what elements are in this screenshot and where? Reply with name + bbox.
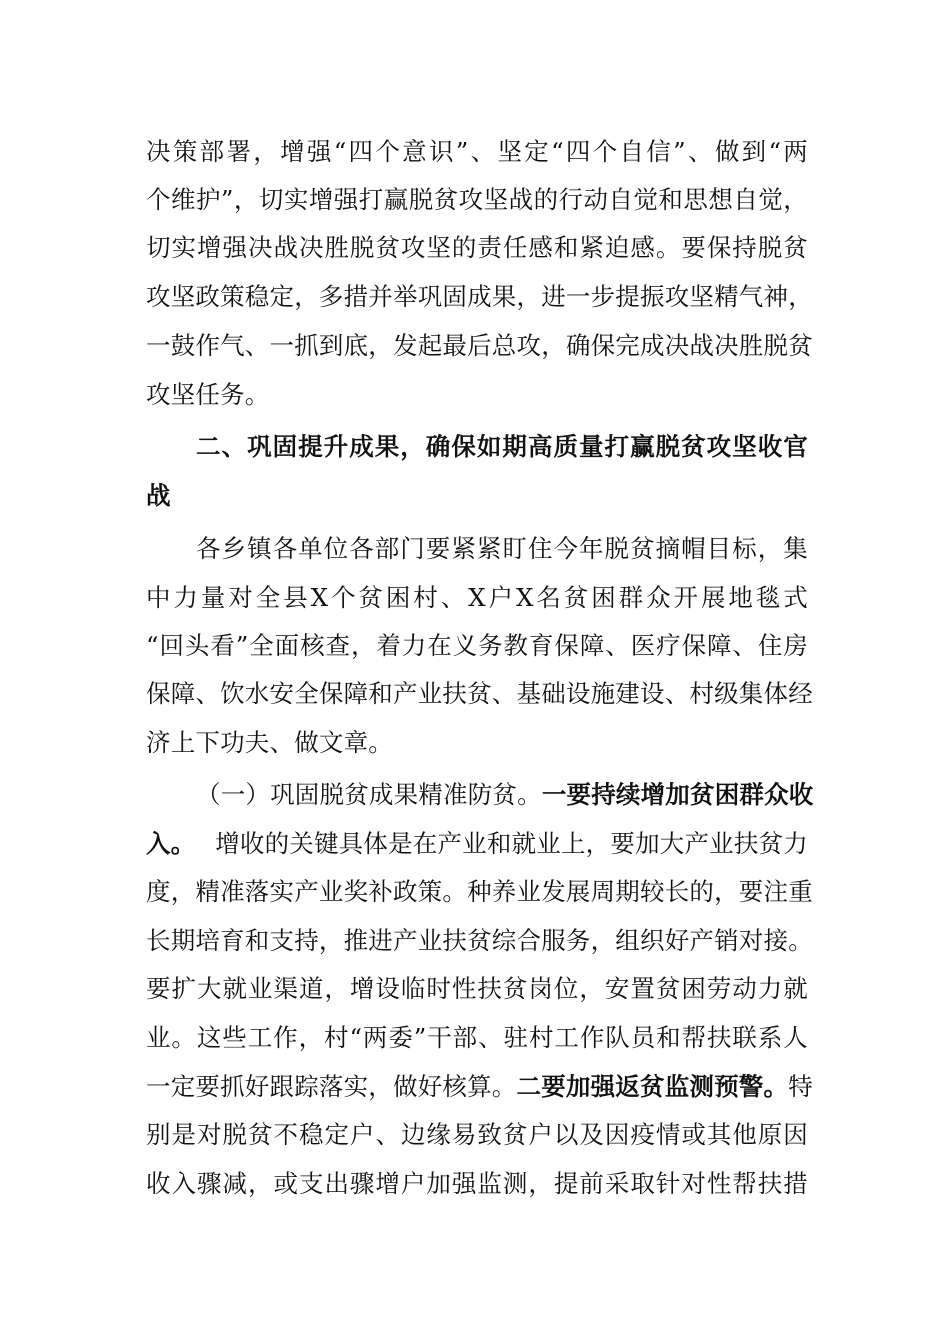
body-text-line: 保障、饮水安全保障和产业扶贫、基础设施建设、村级集体经 bbox=[146, 679, 813, 708]
body-text-line: 收入骤减，或支出骤增户加强监测，提前采取针对性帮扶措 bbox=[146, 1169, 808, 1198]
body-text-line bbox=[146, 829, 808, 859]
body-text-line: 各乡镇各单位各部门要紧紧盯住今年脱贫摘帽目标，集 bbox=[196, 534, 808, 563]
body-text-line: 决策部署，增强“四个意识”、坚定“四个自信”、做到“两 bbox=[146, 137, 808, 166]
body-text-line bbox=[146, 1072, 813, 1102]
subsection-line bbox=[196, 780, 814, 810]
body-text-line: 业。这些工作，村“两委”干部、驻村工作队员和帮扶联系人 bbox=[146, 1023, 808, 1052]
section-heading-continued: 战 bbox=[146, 481, 171, 510]
body-text-line: 要扩大就业渠道，增设临时性扶贫岗位，安置贫困劳动力就 bbox=[146, 974, 808, 1003]
body-text-span: 特 bbox=[788, 1072, 813, 1101]
body-text-line: 度，精准落实产业奖补政策。种养业发展周期较长的，要注重 bbox=[146, 877, 813, 906]
body-text-line: 一鼓作气、一抓到底，发起最后总攻，确保完成决战决胜脱贫 bbox=[146, 331, 813, 360]
subsection-title: （一）巩固脱贫成果精准防贫。 bbox=[196, 780, 542, 809]
bold-point-two: 二要加强返贫监测预警。 bbox=[516, 1072, 789, 1101]
bold-point-one: 一要持续增加贫困群众收 bbox=[541, 780, 814, 809]
body-text-span: 增收的关键具体是在产业和就业上，要加大产业扶贫力 bbox=[215, 829, 808, 858]
bold-point-one-end: 入。 bbox=[146, 829, 196, 858]
body-text-line: 长期培育和支持，推进产业扶贫综合服务，组织好产销对接。 bbox=[146, 926, 813, 955]
body-text-line: 济上下功夫、做文章。 bbox=[146, 728, 393, 757]
body-text-line: 攻坚任务。 bbox=[146, 380, 270, 409]
body-text-line: 切实增强决战决胜脱贫攻坚的责任感和紧迫感。要保持脱贫 bbox=[146, 233, 808, 262]
section-heading: 二、巩固提升成果，确保如期高质量打赢脱贫攻坚收官 bbox=[196, 432, 808, 461]
body-text-span: 一定要抓好跟踪落实，做好核算。 bbox=[146, 1072, 517, 1101]
body-text-line: 中力量对全县X个贫困村、X户X名贫困群众开展地毯式 bbox=[146, 583, 808, 612]
body-text-line: “回头看”全面核查，着力在义务教育保障、医疗保障、住房 bbox=[146, 631, 808, 660]
body-text-line: 攻坚政策稳定，多措并举巩固成果，进一步提振攻坚精气神， bbox=[146, 282, 813, 311]
body-text-line: 个维护”，切实增强打赢脱贫攻坚战的行动自觉和思想自觉， bbox=[146, 185, 808, 214]
body-text-line: 别是对脱贫不稳定户、边缘易致贫户以及因疫情或其他原因 bbox=[146, 1120, 808, 1149]
